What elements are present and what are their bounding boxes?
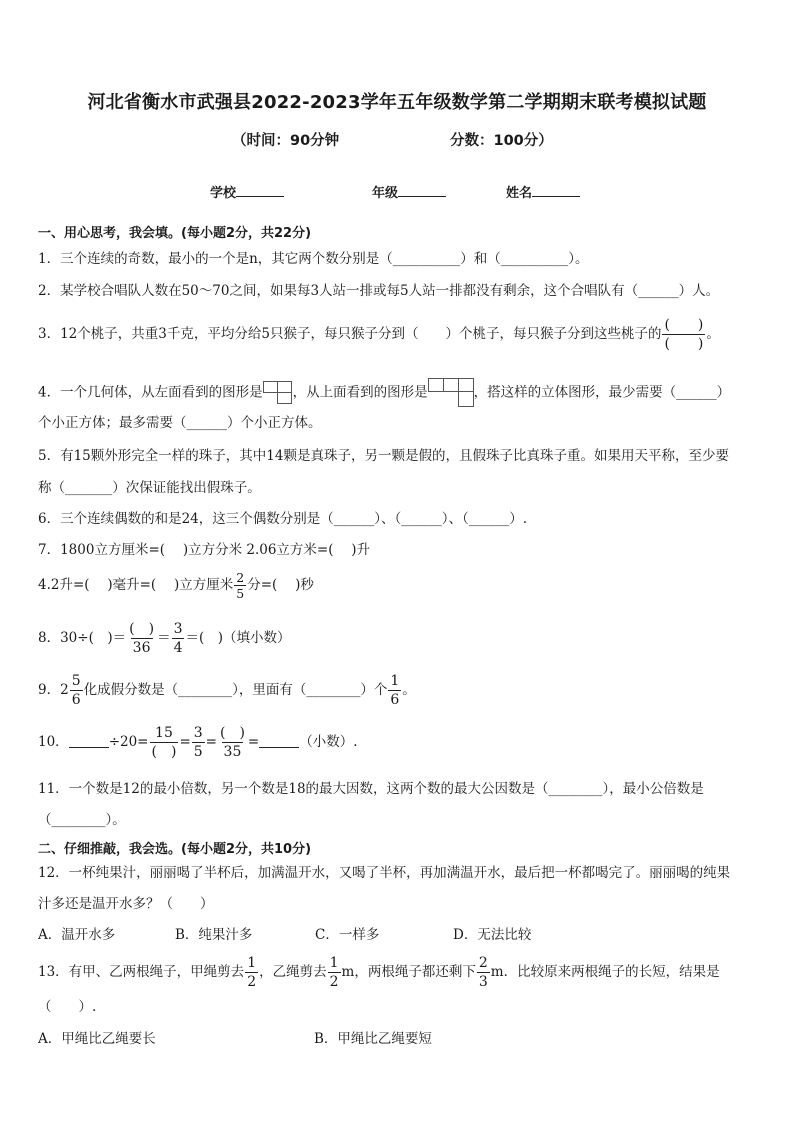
question-10-blank-1[interactable] (69, 733, 109, 748)
question-13-text-a: 13．有甲、乙两根绳子，甲绳剪去 (38, 964, 245, 980)
question-4-text-c: ，搭这样的立体图形，最少需要（______） (473, 384, 731, 401)
exam-score: 分数：100分） (450, 133, 553, 149)
question-13 (38, 954, 720, 991)
fraction-denominator: 35 (223, 744, 242, 760)
fraction-denominator: 6 (71, 692, 81, 708)
fraction-denominator: 2 (247, 974, 257, 990)
fraction-numerator: 15 (155, 725, 173, 741)
question-10-blank-2[interactable] (259, 733, 299, 748)
fraction-numerator: 5 (71, 673, 81, 689)
question-12-option-d[interactable]: D．无法比较 (453, 927, 532, 943)
question-13-options (38, 1030, 432, 1048)
question-7-line-2 (38, 570, 314, 601)
fraction-denominator: ( ) (151, 744, 177, 760)
question-11: 11．一个数是12的最小倍数，另一个数是18的最大因数，这两个数的最大公因数是（________），最小公倍数是 (38, 781, 704, 797)
question-10-text-b: ÷20= (108, 734, 149, 750)
question-9-text-b: 化成假分数是（________），里面有（________）个 (83, 682, 388, 698)
question-4-text-b: ，从上面看到的图形是 (292, 384, 428, 401)
question-13-text-c: m，两根绳子都还剩下 (341, 964, 476, 980)
question-12: 12．一杯纯果汁，丽丽喝了半杯后，加满温开水，又喝了半杯，再加满温开水，最后把一杯都喝完了。丽丽喝的纯果 (38, 865, 731, 881)
fraction-numerator: 3 (173, 621, 183, 637)
question-6: 6．三个连续偶数的和是24，这三个偶数分别是（______）、（______）、（______）. (38, 511, 528, 527)
fraction-denominator: 6 (390, 692, 400, 708)
school-blank[interactable] (236, 183, 284, 197)
question-12-options (38, 926, 531, 944)
fraction-numerator: 1 (390, 673, 400, 689)
question-3-end: 。 (706, 326, 720, 342)
question-12-line-2: 汁多还是温开水多？（ ） (38, 896, 214, 912)
question-12-option-b[interactable]: B．纯果汁多 (175, 927, 253, 943)
question-11-line-2: （________）。 (38, 812, 126, 828)
question-10-fraction-2 (192, 724, 205, 761)
question-8 (38, 620, 291, 657)
question-12-option-a[interactable]: A．温开水多 (38, 927, 116, 943)
name-field[interactable] (506, 182, 580, 201)
question-8-fraction-1 (127, 620, 156, 657)
question-10-fraction-3 (218, 724, 247, 761)
question-10-fraction-1 (150, 724, 179, 761)
left-view-shape-icon (263, 381, 293, 405)
fraction-denominator: 36 (132, 640, 151, 656)
question-10-equals-2: = (205, 734, 217, 750)
question-13-option-a[interactable]: A．甲绳比乙绳要长 (38, 1031, 156, 1047)
fraction-numerator: ( ) (129, 621, 155, 637)
name-label: 姓名 (506, 186, 533, 201)
question-4-text-a: 4．一个几何体，从左面看到的图形是 (38, 384, 263, 401)
question-3 (38, 316, 720, 353)
fraction-numerator: 1 (329, 955, 339, 971)
grade-label: 年级 (372, 186, 399, 201)
school-field[interactable] (210, 182, 284, 201)
question-8-equals: ＝ (157, 630, 171, 646)
fraction-denominator: 2 (329, 974, 339, 990)
question-2: 2．某学校合唱队人数在50～70之间，如果每3人站一排或每5人站一排都没有剩余，这个合唱队有（______）人。 (38, 283, 720, 299)
question-7-text-b2: 分=( )秒 (247, 577, 314, 593)
question-9-text-a: 9．2 (38, 682, 69, 698)
question-9-end: 。 (402, 682, 416, 698)
section-1-heading: 一、用心思考，我会填。(每小题2分，共22分) (38, 226, 312, 241)
question-10-end: （小数）. (299, 734, 358, 750)
question-13-fraction-1 (245, 954, 258, 991)
question-7-text-b1: 4.2升=( )毫升=( )立方厘米 (38, 577, 234, 593)
question-3-fraction (662, 316, 705, 353)
fraction-denominator: 5 (236, 586, 245, 601)
school-label: 学校 (210, 186, 237, 201)
question-9-fraction-1 (70, 672, 83, 709)
section-2-heading: 二、仔细推敲，我会选。(每小题2分，共10分) (38, 842, 312, 857)
fraction-numerator: ( ) (664, 317, 704, 333)
fraction-denominator: 4 (173, 640, 183, 656)
fraction-denominator: 5 (193, 744, 203, 760)
grade-field[interactable] (372, 182, 446, 201)
question-8-fraction-2 (172, 620, 185, 657)
top-view-shape-icon (428, 378, 474, 408)
fraction-numerator: 2 (236, 570, 245, 585)
question-7: 7．1800立方厘米=( )立方分米 2.06立方米=( )升 (38, 542, 371, 558)
question-10 (38, 724, 358, 761)
question-12-option-c[interactable]: C．一样多 (315, 927, 380, 943)
fraction-numerator: 1 (247, 955, 257, 971)
exam-time: （时间：90分钟 (232, 133, 340, 149)
grade-blank[interactable] (398, 183, 446, 197)
question-13-fraction-3 (477, 954, 490, 991)
question-8-text-a: 8．30÷( )＝ (38, 630, 127, 646)
question-5-line-2: 称（_______）次保证能找出假珠子。 (38, 480, 261, 496)
question-5: 5．有15颗外形完全一样的珠子，其中14颗是真珠子，另一颗是假的，且假珠子比真珠子重。如果用天平称，至少要 (38, 448, 729, 464)
fraction-denominator: ( ) (664, 336, 704, 352)
fraction-denominator: 3 (478, 974, 488, 990)
question-13-fraction-2 (328, 954, 341, 991)
question-3-text: 3．12个桃子，共重3千克，平均分给5只猴子，每只猴子分到（ ）个桃子，每只猴子分到这些桃子的 (38, 326, 662, 342)
question-13-text-d: m．比较原来两根绳子的长短，结果是 (490, 964, 720, 980)
question-4 (38, 378, 730, 408)
fraction-numerator: 3 (193, 725, 203, 741)
question-10-text-a: 10． (38, 734, 69, 750)
question-13-line-2: （ ）. (38, 999, 97, 1015)
question-9 (38, 672, 416, 709)
fraction-numerator: 2 (478, 955, 488, 971)
question-8-text-b: ＝( )（填小数） (185, 630, 291, 646)
question-10-equals-1: = (179, 734, 191, 750)
question-7-fraction (234, 570, 246, 601)
name-blank[interactable] (532, 183, 580, 197)
page-title: 河北省衡水市武强县2022-2023学年五年级数学第二学期期末联考模拟试题 (87, 92, 707, 113)
fraction-numerator: ( ) (219, 725, 245, 741)
question-13-text-b: ，乙绳剪去 (259, 964, 327, 980)
question-1: 1．三个连续的奇数，最小的一个是n，其它两个数分别是（__________）和（__________）。 (38, 251, 589, 267)
question-4-line-2: 个小正方体；最多需要（______）个小正方体。 (38, 415, 322, 431)
question-13-option-b[interactable]: B．甲绳比乙绳要短 (314, 1031, 432, 1047)
question-9-fraction-2 (388, 672, 401, 709)
question-10-equals-3: = (247, 734, 260, 750)
